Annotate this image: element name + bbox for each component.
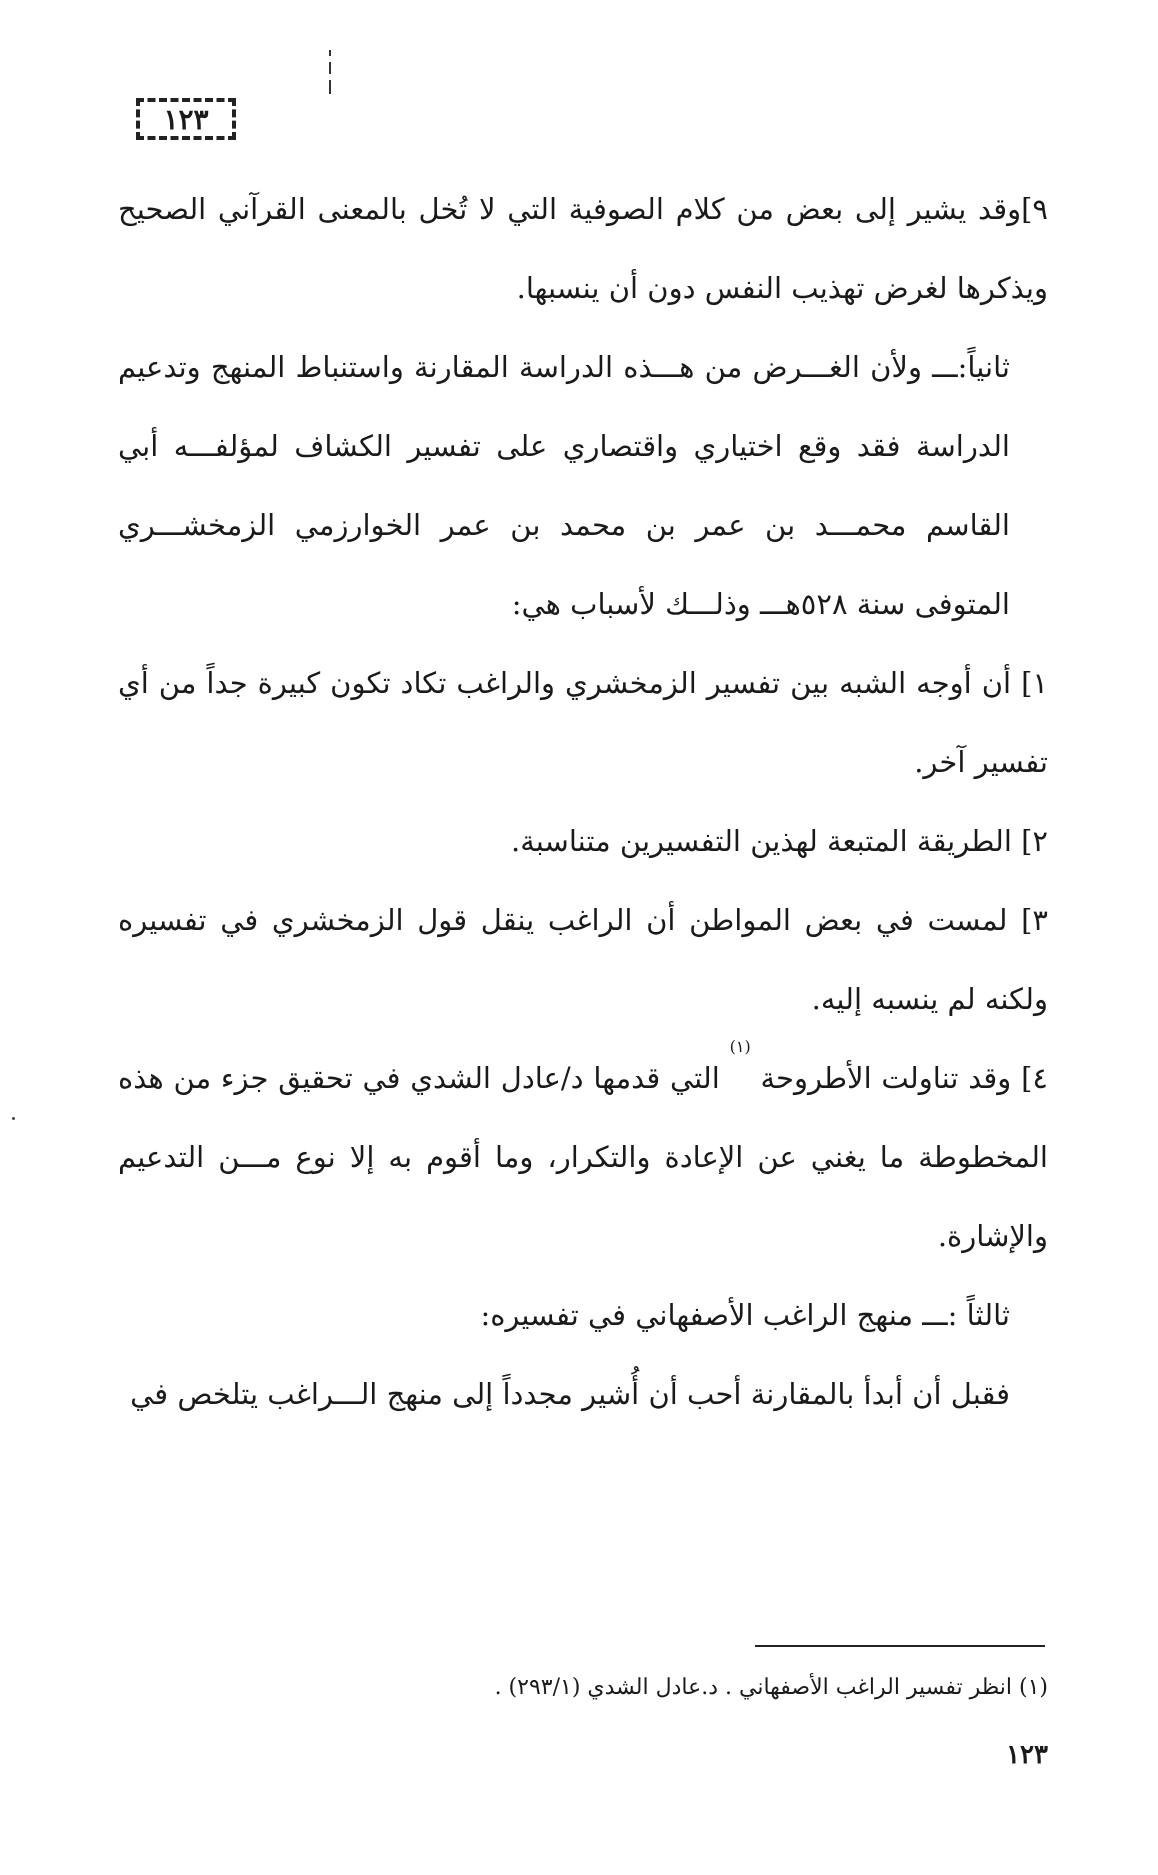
- reason-2: ٢] الطريقة المتبعة لهذين التفسيرين متناسبة.: [511, 824, 1048, 858]
- paragraph-secondly: ثانياً:ـــ ولأن الغـــرض من هـــذه الدراسة المقارنة واستنباط المنهج وتدعيم الدراسة فقد وقع اختياري واقتصاري على تفسير الكشاف لمؤلفـــه أبي القاسم محمـــد بن عمر بن محمد بن عمر الخوارزمي الزمخشـــري المتوفى سنة ٥٢٨هـــ وذلـــك لأسباب هي:: [118, 350, 1010, 621]
- footnote-separator: [755, 1645, 1045, 1647]
- footnote-marker[interactable]: (١): [729, 1037, 751, 1056]
- footnote-1: (١) انظر تفسير الراغب الأصفهاني . د.عادل الشدي (٢٩٣/١) .: [494, 1675, 1048, 1700]
- paragraph-last: فقبل أن أبدأ بالمقارنة أحب أن أُشير مجدداً إلى منهج الـــراغب يتلخص في: [130, 1377, 1010, 1411]
- heading-thirdly: ثالثاً :ـــ منهج الراغب الأصفهاني في تفسيره:: [480, 1298, 1010, 1332]
- main-text: [118, 170, 1048, 1434]
- reason-4-end: التي قدمها د/عادل الشدي في تحقيق جزء من هذه المخطوطة ما يغني عن الإعادة والتكرار، وما أقوم به إلا نوع مـــن التدعيم والإشارة.: [118, 1061, 1048, 1253]
- reason-3: ٣] لمست في بعض المواطن أن الراغب ينقل قول الزمخشري في تفسيره ولكنه لم ينسبه إليه.: [118, 903, 1048, 1016]
- reason-4-start: ٤] وقد تناولت الأطروحة: [760, 1061, 1048, 1095]
- reason-1: ١] أن أوجه الشبه بين تفسير الزمخشري والراغب تكاد تكون كبيرة جداً من أي تفسير آخر.: [118, 666, 1048, 779]
- page-number-bottom: ١٢٣: [1006, 1740, 1048, 1770]
- scan-speck: [12, 1117, 15, 1120]
- page-number-box: ١٢٣: [136, 98, 236, 140]
- reason-4: [118, 1039, 1048, 1276]
- paragraph-9: ٩]وقد يشير إلى بعض من كلام الصوفية التي لا تُخل بالمعنى القرآني الصحيح ويذكرها لغرض تهذيب النفس دون أن ينسبها.: [118, 192, 1048, 305]
- binding-mark: [329, 50, 331, 98]
